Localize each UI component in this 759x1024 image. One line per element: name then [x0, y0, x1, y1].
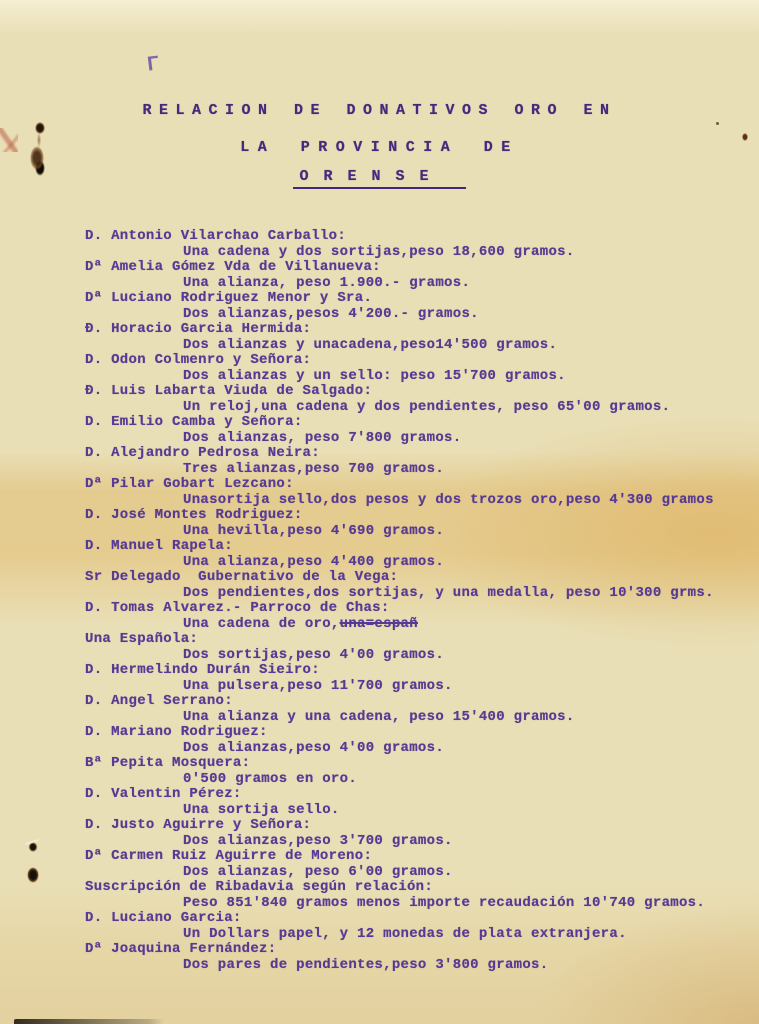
donor-name: Dª Pilar Gobart Lezcano: — [85, 476, 294, 492]
province-name-underlined: ORENSE — [293, 168, 465, 189]
donor-name: D. Tomas Alvarez.- Parroco de Chas: — [85, 600, 390, 616]
donation-entry — [85, 787, 714, 818]
donation-detail-text: Dos pares de pendientes,peso 3'800 gramos. — [183, 956, 549, 973]
donor-name: D. Antonio Vilarchao Carballo: — [85, 228, 347, 244]
document-title-line3 — [0, 168, 759, 189]
donation-entry — [85, 477, 714, 508]
donation-detail-text: Peso 851'840 gramos menos importe recaudación 10'740 gramos. — [183, 894, 706, 911]
donation-detail — [85, 865, 714, 881]
donation-detail — [85, 431, 714, 447]
donation-detail — [85, 741, 714, 757]
donation-detail-text: Una cadena de oro, — [183, 615, 340, 632]
donation-detail — [85, 710, 714, 726]
donation-detail — [85, 648, 714, 664]
donation-entry — [85, 415, 714, 446]
donation-detail-text: Una alianza,peso 4'400 gramos. — [183, 553, 445, 570]
donation-detail — [85, 493, 714, 509]
donation-detail — [85, 400, 714, 416]
donation-detail-struck-text: una=españ — [339, 615, 418, 632]
donation-detail — [85, 617, 714, 633]
donation-detail — [85, 927, 714, 943]
donor-name: D. Justo Aguirre y Señora: — [85, 817, 312, 833]
donation-detail-text: Dos alianzas,peso 4'00 gramos. — [183, 739, 445, 756]
donation-detail — [85, 896, 714, 912]
donation-entry — [85, 632, 714, 663]
donation-detail — [85, 369, 714, 385]
donation-detail-text: Una alianza y una cadena, peso 15'400 gramos. — [183, 708, 575, 725]
bottom-edge-shadow — [14, 1019, 164, 1024]
donation-entry — [85, 291, 714, 322]
donation-entry — [85, 508, 714, 539]
donation-entry — [85, 911, 714, 942]
donation-entry — [85, 725, 714, 756]
donor-name: Dª Joaquina Fernández: — [85, 941, 277, 957]
donation-detail-text: Dos alianzas, peso 7'800 gramos. — [183, 429, 462, 446]
donor-name: D. Mariano Rodriguez: — [85, 724, 268, 740]
donation-detail — [85, 679, 714, 695]
donor-name: D. José Montes Rodriguez: — [85, 507, 303, 523]
donation-entry — [85, 260, 714, 291]
donor-name: Sr Delegado Gubernativo de la Vega: — [85, 569, 399, 585]
ink-blot-bottom-left — [25, 864, 42, 886]
donation-entry — [85, 942, 714, 973]
donation-entry — [85, 229, 714, 260]
donation-entry — [85, 849, 714, 880]
donor-name: Ð. Luis Labarta Viuda de Salgado: — [85, 383, 373, 399]
paper-dot-top-right — [716, 122, 719, 125]
donor-name: Bª Pepita Mosquera: — [85, 755, 251, 771]
donation-detail-text: Una sortija sello. — [183, 801, 340, 818]
donation-detail-text: Dos alianzas y un sello: peso 15'700 gramos. — [183, 367, 566, 384]
donor-name: D. Manuel Rapela: — [85, 538, 233, 554]
donation-detail-text: 0'500 gramos en oro. — [183, 770, 358, 787]
donor-name: Suscripción de Ribadavia según relación: — [85, 879, 434, 895]
donation-detail-text: Tres alianzas,peso 700 gramos. — [183, 460, 445, 477]
donation-entry — [85, 756, 714, 787]
donation-detail — [85, 772, 714, 788]
donation-detail-text: Dos alianzas,pesos 4'200.- gramos. — [183, 305, 479, 322]
ink-speck-left — [24, 838, 40, 854]
donor-name: D. Angel Serrano: — [85, 693, 233, 709]
donation-detail — [85, 803, 714, 819]
donation-detail-text: Unasortija sello,dos pesos y dos trozos oro,peso 4'300 gramos — [183, 491, 714, 508]
donation-detail — [85, 338, 714, 354]
donor-name: D. Odon Colmenro y Señora: — [85, 352, 312, 368]
donation-detail — [85, 245, 714, 261]
stray-typewriter-mark: Γ — [145, 53, 161, 78]
donation-detail-text: Dos sortijas,peso 4'00 gramos. — [183, 646, 445, 663]
document-title-line2: LA PROVINCIA DE — [240, 139, 519, 156]
donation-detail — [85, 958, 714, 974]
donation-detail — [85, 834, 714, 850]
donor-name: D. Luciano Garcia: — [85, 910, 242, 926]
donor-name: Ð. Horacio Garcia Hermida: — [85, 321, 312, 337]
donation-list — [85, 229, 714, 973]
donation-entry — [85, 601, 714, 632]
donation-entry — [85, 322, 714, 353]
donation-detail-text: Una pulsera,peso 11'700 gramos. — [183, 677, 453, 694]
donation-detail-text: Dos alianzas, peso 6'00 gramos. — [183, 863, 453, 880]
donation-detail — [85, 307, 714, 323]
donor-name: Dª Carmen Ruiz Aguirre de Moreno: — [85, 848, 373, 864]
donation-detail — [85, 555, 714, 571]
donation-detail-text: Una hevilla,peso 4'690 gramos. — [183, 522, 445, 539]
donor-name: Una Española: — [85, 631, 199, 647]
donor-name: Dª Luciano Rodriguez Menor y Sra. — [85, 290, 373, 306]
donation-entry — [85, 818, 714, 849]
donation-entry — [85, 663, 714, 694]
donor-name: D. Valentin Pérez: — [85, 786, 242, 802]
document-title-line1: RELACION DE DONATIVOS ORO EN — [142, 102, 617, 119]
donation-entry — [85, 570, 714, 601]
donation-detail — [85, 276, 714, 292]
donation-entry — [85, 446, 714, 477]
donor-name: D. Emilio Camba y Señora: — [85, 414, 303, 430]
donor-name: D. Hermelindo Durán Sieiro: — [85, 662, 320, 678]
donation-detail-text: Una alianza, peso 1.900.- gramos. — [183, 274, 471, 291]
donation-detail-text: Un Dollars papel, y 12 monedas de plata extranjera. — [183, 925, 627, 942]
donation-detail — [85, 524, 714, 540]
donor-name: Dª Amelia Gómez Vda de Villanueva: — [85, 259, 381, 275]
donation-entry — [85, 539, 714, 570]
donation-detail-text: Una cadena y dos sortijas,peso 18,600 gramos. — [183, 243, 575, 260]
donation-detail-text: Dos alianzas y unacadena,peso14'500 gramos. — [183, 336, 558, 353]
donation-detail-text: Dos pendientes,dos sortijas, y una medalla, peso 10'300 grms. — [183, 584, 714, 601]
donor-name: D. Alejandro Pedrosa Neira: — [85, 445, 320, 461]
donation-detail-text: Un reloj,una cadena y dos pendientes, peso 65'00 gramos. — [183, 398, 671, 415]
donation-entry — [85, 353, 714, 384]
donation-entry — [85, 694, 714, 725]
donation-entry — [85, 384, 714, 415]
donation-detail — [85, 462, 714, 478]
donation-entry — [85, 880, 714, 911]
donation-detail-text: Dos alianzas,peso 3'700 gramos. — [183, 832, 453, 849]
donation-detail — [85, 586, 714, 602]
